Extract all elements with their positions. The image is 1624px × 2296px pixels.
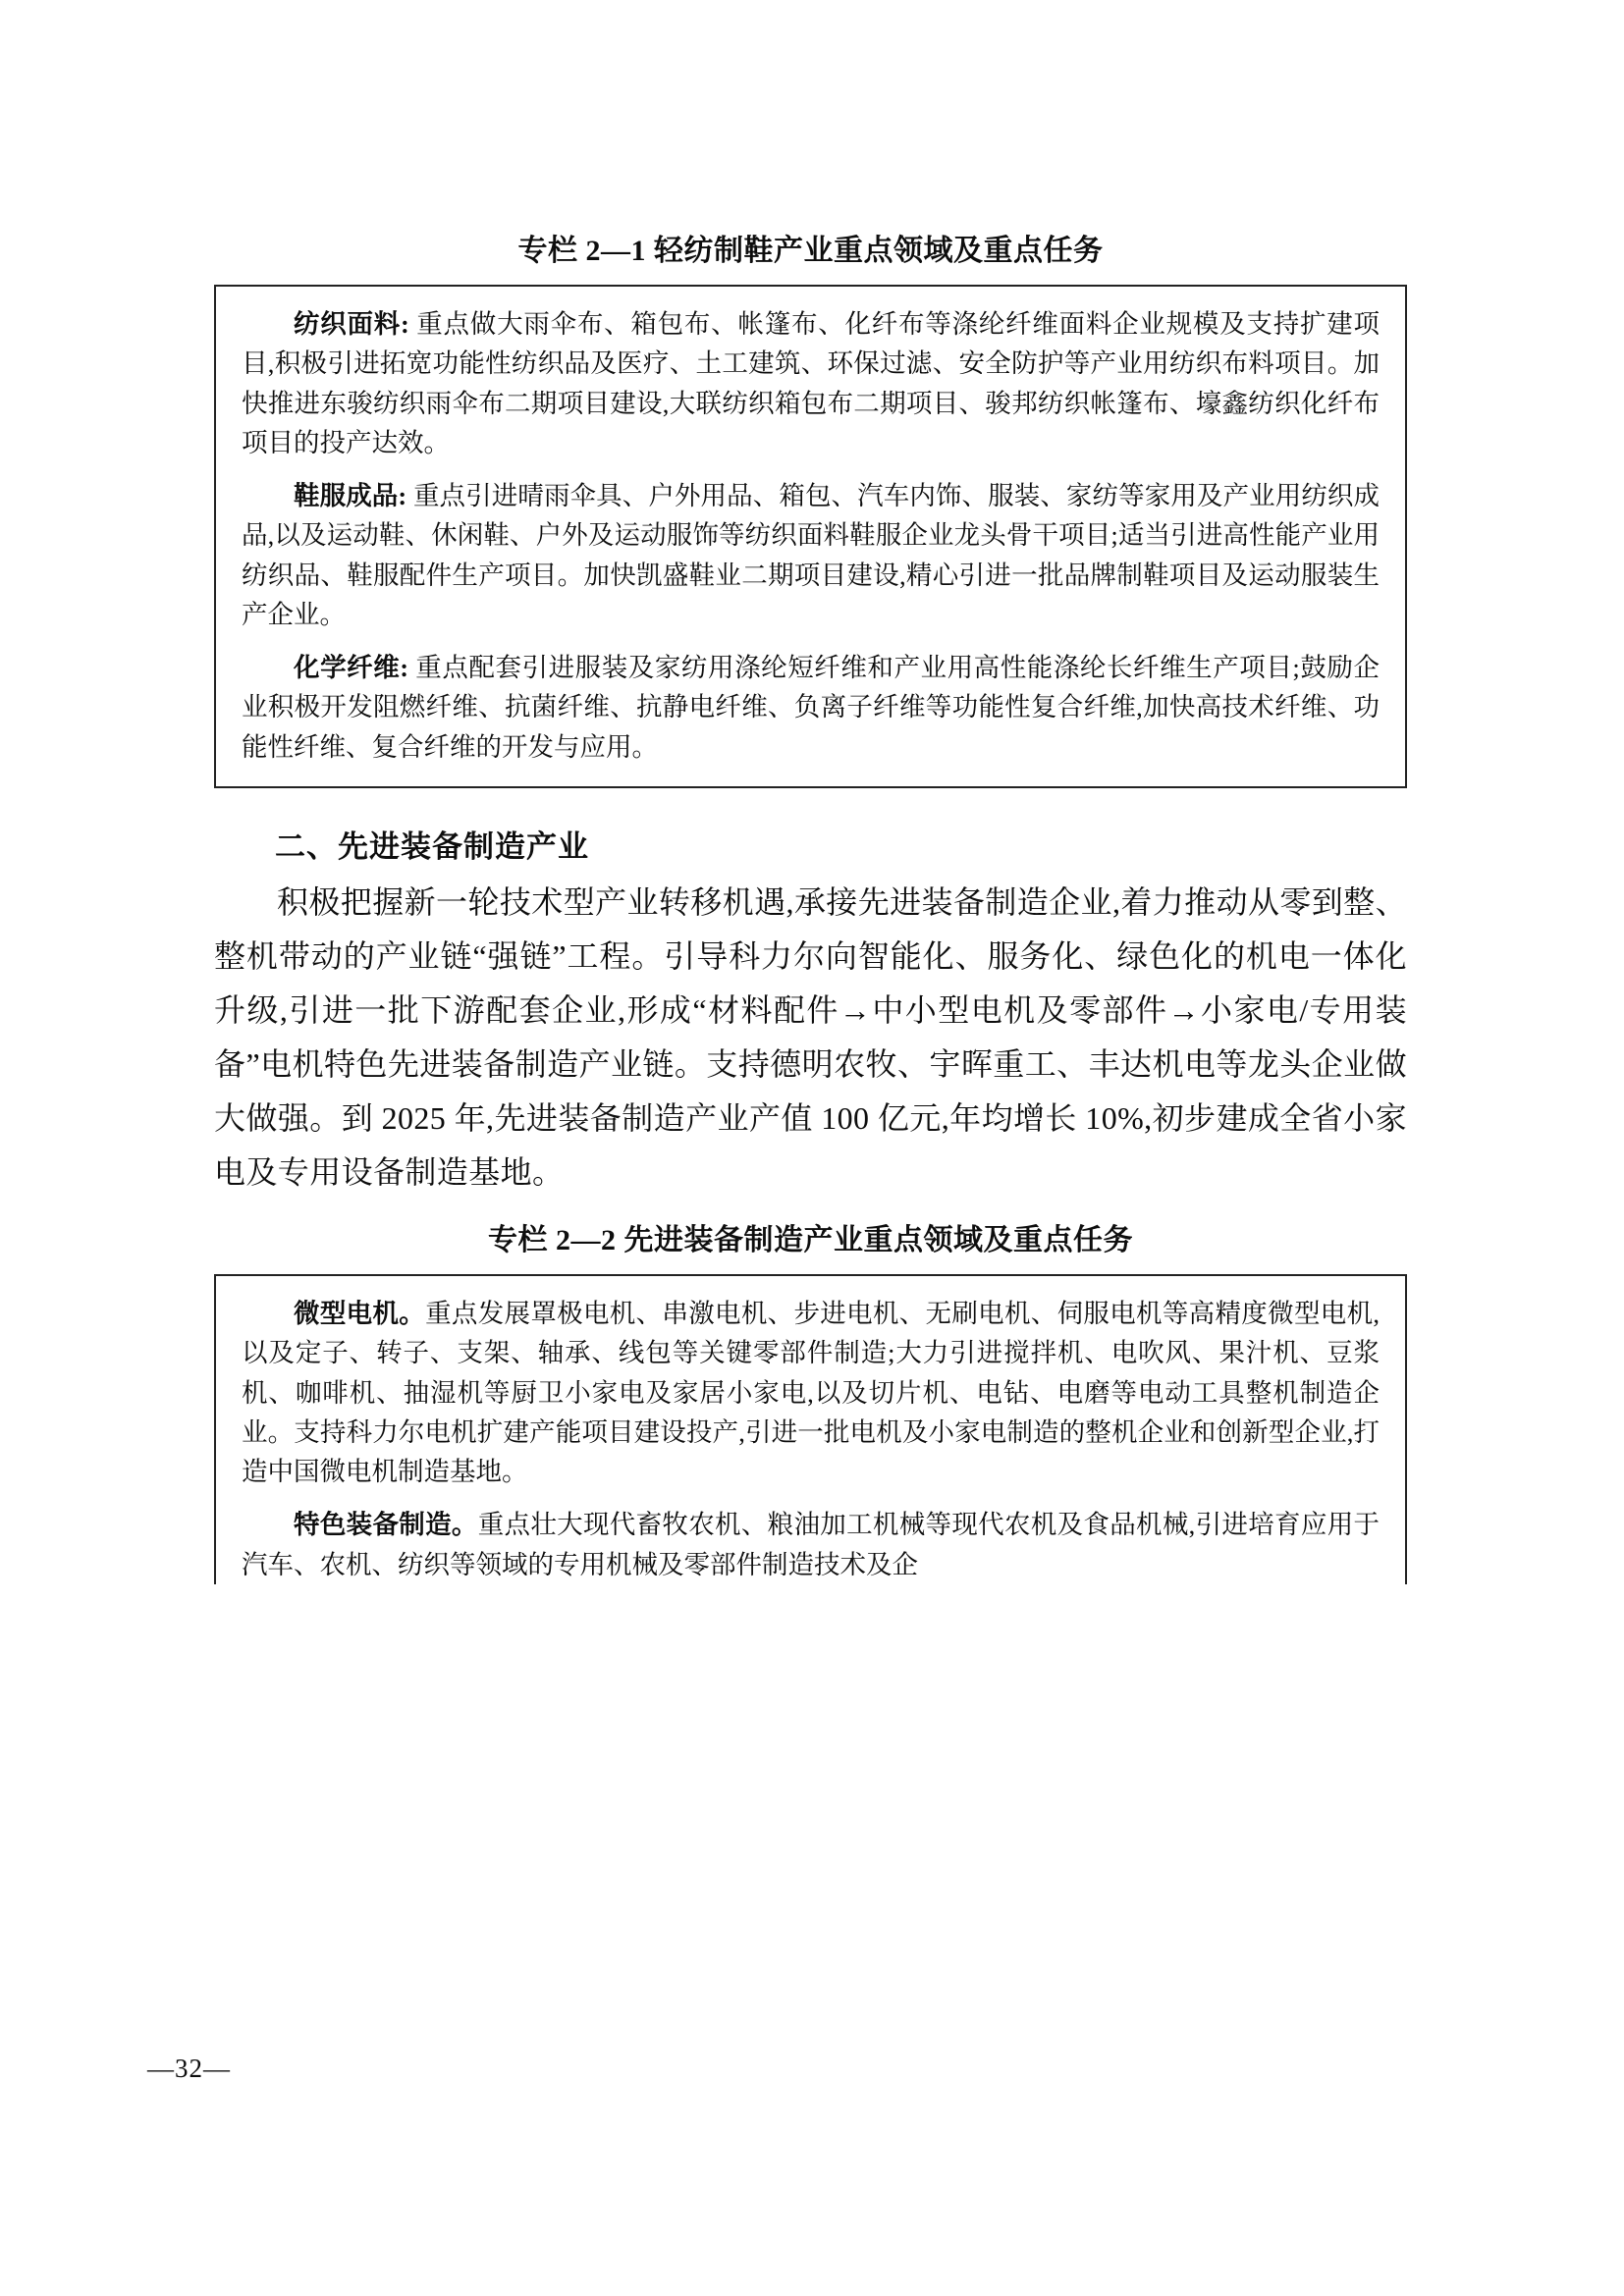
box1-item-3-text: 重点配套引进服装及家纺用涤纶短纤维和产业用高性能涤纶长纤维生产项目;鼓励企业积极开发阻燃纤维、抗菌纤维、抗静电纤维、负离子纤维等功能性复合纤维,加快高技术纤维、功能性纤维、复合纤维的开发与应用。 — [242, 653, 1380, 762]
box1-item-1-lead: 纺织面料: — [294, 309, 409, 339]
page-number: —32— — [147, 2054, 231, 2083]
box2-callout — [214, 1274, 1407, 1584]
box2-item-2 — [242, 1505, 1380, 1584]
box2-title: 专栏 2—2 先进装备制造产业重点领域及重点任务 — [488, 1224, 1133, 1257]
box1-item-3-lead: 化学纤维: — [294, 653, 409, 683]
box2-item-1 — [242, 1294, 1380, 1491]
section-paragraph: 积极把握新一轮技术型产业转移机遇,承接先进装备制造企业,着力推动从零到整、整机带动的产业链“强链”工程。引导科力尔向智能化、服务化、绿色化的机电一体化升级,引进一批下游配套企业,形成“材料配件→中小型电机及零部件→小家电/专用装备”电机特色先进装备制造产业链。支持德明农牧、宇晖重工、丰达机电等龙头企业做大做强。到 2025 年,先进装备制造产业产值 100 亿元,年均增长 10%,初步建成全省小家电及专用设备制造基地。 — [214, 883, 1407, 1191]
section-heading: 二、先进装备制造产业 — [275, 828, 589, 864]
box2-item-1-lead: 微型电机。 — [294, 1299, 426, 1329]
box1-item-2 — [242, 476, 1380, 634]
page-content — [214, 226, 1407, 1584]
box1-item-2-lead: 鞋服成品: — [294, 481, 407, 511]
box1-item-3 — [242, 648, 1380, 767]
box2-item-1-text: 重点发展罩极电机、串激电机、步进电机、无刷电机、伺服电机等高精度微型电机,以及定子、转子、支架、轴承、线包等关键零部件制造;大力引进搅拌机、电吹风、果汁机、豆浆机、咖啡机、抽湿机等厨卫小家电及家居小家电,以及切片机、电钻、电磨等电动工具整机制造企业。支持科力尔电机扩建产能项目建设投产,引进一批电机及小家电制造的整机企业和创新型企业,打造中国微电机制造基地。 — [242, 1299, 1380, 1487]
box1-item-1 — [242, 304, 1380, 462]
box2-item-2-lead: 特色装备制造。 — [294, 1510, 478, 1540]
box1-item-2-text: 重点引进晴雨伞具、户外用品、箱包、汽车内饰、服装、家纺等家用及产业用纺织成品,以及运动鞋、休闲鞋、户外及运动服饰等纺织面料鞋服企业龙头骨干项目;适当引进高性能产业用纺织品、鞋服配件生产项目。加快凯盛鞋业二期项目建设,精心引进一批品牌制鞋项目及运动服装生产企业。 — [242, 481, 1380, 629]
box2-item-2-text: 重点壮大现代畜牧农机、粮油加工机械等现代农机及食品机械,引进培育应用于汽车、农机、纺织等领域的专用机械及零部件制造技术及企 — [242, 1510, 1380, 1579]
box1-item-1-text: 重点做大雨伞布、箱包布、帐篷布、化纤布等涤纶纤维面料企业规模及支持扩建项目,积极引进拓宽功能性纺织品及医疗、土工建筑、环保过滤、安全防护等产业用纺织布料项目。加快推进东骏纺织雨伞布二期项目建设,大联纺织箱包布二期项目、骏邦纺织帐篷布、壕鑫纺织化纤布项目的投产达效。 — [242, 309, 1380, 457]
box1-callout — [214, 285, 1407, 788]
box1-title: 专栏 2—1 轻纺制鞋产业重点领域及重点任务 — [517, 235, 1104, 267]
